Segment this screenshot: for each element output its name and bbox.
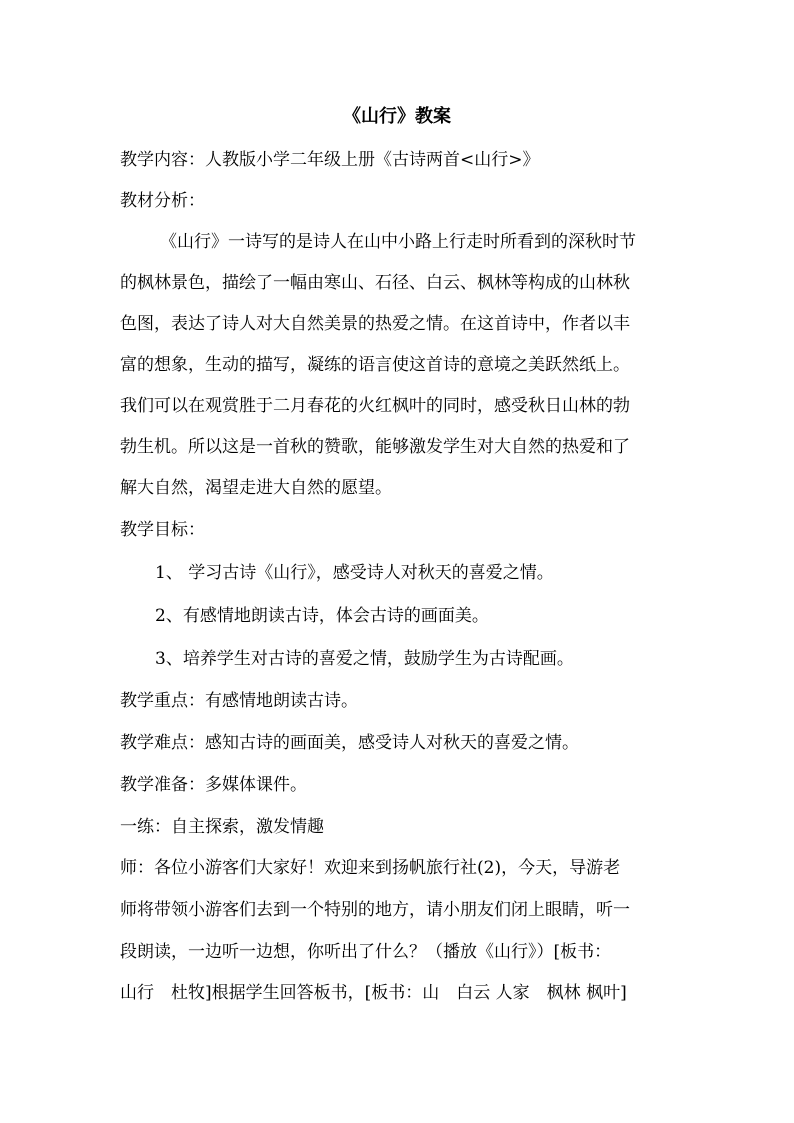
material-analysis-heading: 教材分析： — [120, 191, 205, 211]
teaching-goals-heading: 教学目标： — [120, 520, 205, 540]
teaching-preparation-line: 教学准备：多媒体课件。 — [120, 775, 307, 795]
teaching-goal-item: 1、 学习古诗《山行》，感受诗人对秋天的喜爱之情。 — [155, 563, 554, 583]
analysis-paragraph-line: 色图，表达了诗人对大自然美景的热爱之情。在这首诗中，作者以丰 — [120, 314, 630, 334]
analysis-paragraph-line: 《山行》一诗写的是诗人在山中小路上行走时所看到的深秋时节 — [160, 232, 636, 252]
analysis-paragraph-line: 解大自然，渴望走进大自然的愿望。 — [120, 478, 392, 498]
dialogue-paragraph-line: 师将带领小游客们去到一个特别的地方，请小朋友们闭上眼睛，听一 — [120, 900, 630, 920]
analysis-paragraph-line: 我们可以在观赏胜于二月春花的火红枫叶的同时，感受秋日山林的勃 — [120, 396, 630, 416]
dialogue-paragraph-line: 师：各位小游客们大家好！欢迎来到扬帆旅行社(2)，今天，导游老 — [120, 858, 621, 878]
teaching-focus-line: 教学重点：有感情地朗读古诗。 — [120, 691, 358, 711]
analysis-paragraph-line: 的枫林景色，描绘了一幅由寒山、石径、白云、枫林等构成的山林秋 — [120, 273, 630, 293]
dialogue-paragraph-line: 山行 杜牧]根据学生回答板书，[板书：山 白云 人家 枫林 枫叶] — [120, 983, 627, 1003]
dialogue-paragraph-line: 段朗读，一边听一边想，你听出了什么？（播放《山行》）[板书： — [120, 942, 612, 962]
section-heading: 一练：自主探索，激发情趣 — [120, 817, 324, 837]
teaching-content-line: 教学内容：人教版小学二年级上册《古诗两首<山行>》 — [120, 150, 540, 170]
teaching-goal-item: 2、有感情地朗读古诗，体会古诗的画面美。 — [155, 606, 489, 626]
teaching-difficulty-line: 教学难点：感知古诗的画面美，感受诗人对秋天的喜爱之情。 — [120, 733, 579, 753]
analysis-paragraph-line: 富的想象，生动的描写，凝练的语言使这首诗的意境之美跃然纸上。 — [120, 355, 630, 375]
document-title: 《山行》教案 — [343, 106, 451, 127]
analysis-paragraph-line: 勃生机。所以这是一首秋的赞歌，能够激发学生对大自然的热爱和了 — [120, 437, 630, 457]
teaching-goal-item: 3、培养学生对古诗的喜爱之情，鼓励学生为古诗配画。 — [155, 649, 574, 669]
